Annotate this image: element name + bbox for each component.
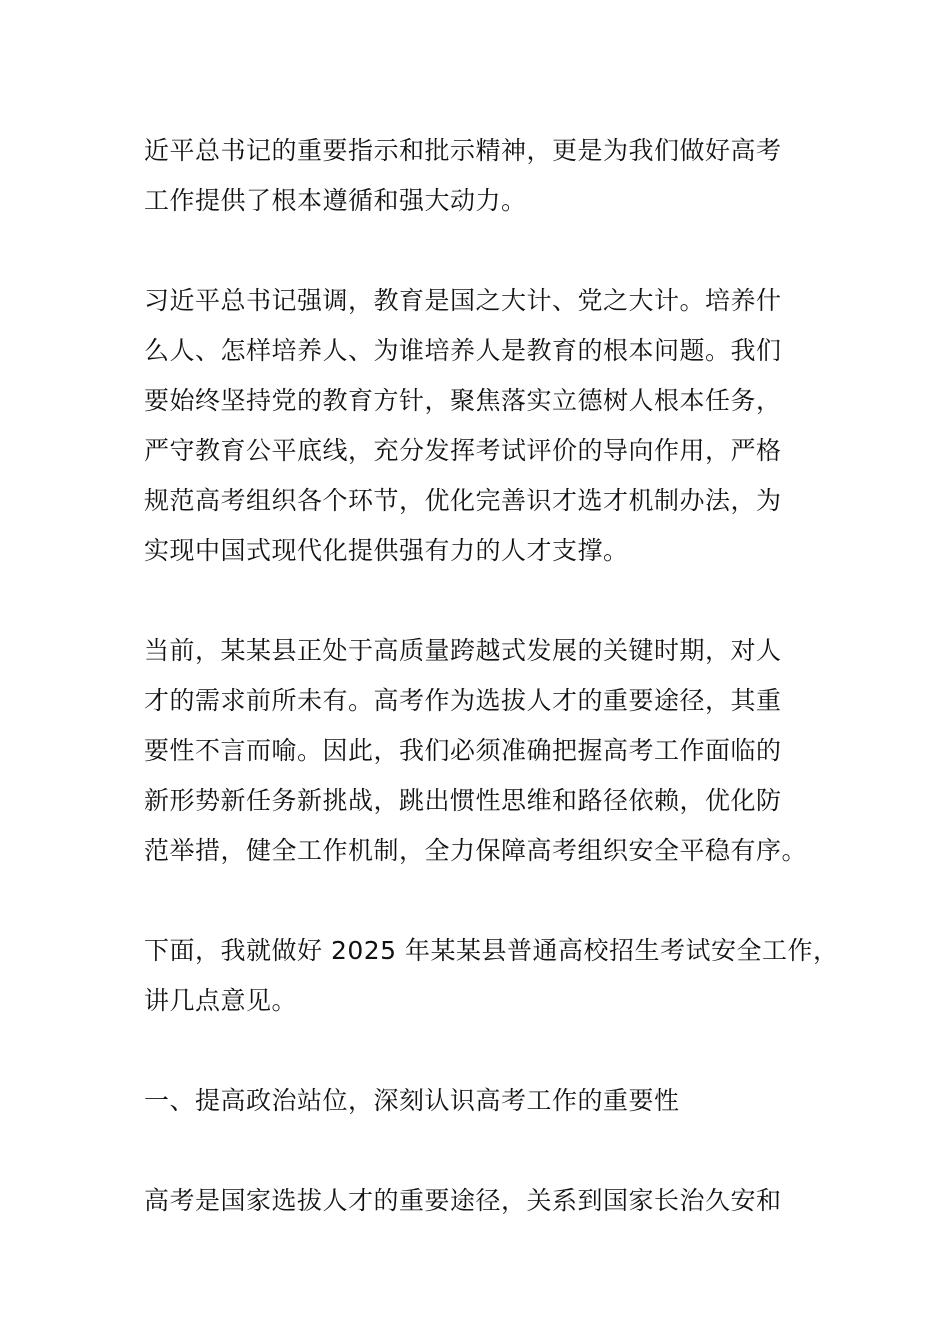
text-line: 范举措，健全工作机制，全力保障高考组织安全平稳有序。 bbox=[144, 836, 808, 865]
text-line: 规范高考组织各个环节，优化完善识才选才机制办法，为 bbox=[144, 486, 782, 515]
text-line: 要始终坚持党的教育方针，聚焦落实立德树人根本任务， bbox=[144, 386, 782, 415]
document-body bbox=[144, 126, 839, 1226]
paragraph-gap bbox=[144, 876, 834, 926]
text-line: 实现中国式现代化提供强有力的人才支撑。 bbox=[144, 536, 629, 565]
heading-line: 一、提高政治站位，深刻认识高考工作的重要性 bbox=[144, 1086, 680, 1115]
text-line: 讲几点意见。 bbox=[144, 986, 298, 1015]
section-heading bbox=[144, 1076, 834, 1126]
text-line: 习近平总书记强调，教育是国之大计、党之大计。培养什 bbox=[144, 286, 782, 315]
text-line: 新形势新任务新挑战，跳出惯性思维和路径依赖，优化防 bbox=[144, 786, 782, 815]
text-line: 工作提供了根本遵循和强大动力。 bbox=[144, 186, 527, 215]
paragraph-transition bbox=[144, 926, 839, 1026]
paragraph-gap bbox=[144, 576, 834, 626]
text-line: 当前，某某县正处于高质量跨越式发展的关键时期，对人 bbox=[144, 636, 782, 665]
paragraph-education-policy bbox=[144, 276, 834, 576]
text-line: 高考是国家选拔人才的重要途径，关系到国家长治久安和 bbox=[144, 1186, 782, 1215]
paragraph-gap bbox=[144, 1126, 834, 1176]
paragraph-gap bbox=[144, 226, 834, 276]
text-line: 么人、怎样培养人、为谁培养人是教育的根本问题。我们 bbox=[144, 336, 782, 365]
text-line: 才的需求前所未有。高考作为选拔人才的重要途径，其重 bbox=[144, 686, 782, 715]
text-line: 下面，我就做好 2025 年某某县普通高校招生考试安全工作， bbox=[144, 936, 839, 965]
text-line: 近平总书记的重要指示和批示精神，更是为我们做好高考 bbox=[144, 136, 782, 165]
paragraph-gaokao-importance bbox=[144, 1176, 834, 1226]
paragraph-current-situation bbox=[144, 626, 834, 876]
text-line: 要性不言而喻。因此，我们必须准确把握高考工作面临的 bbox=[144, 736, 782, 765]
text-line: 严守教育公平底线，充分发挥考试评价的导向作用，严格 bbox=[144, 436, 782, 465]
paragraph-gap bbox=[144, 1026, 834, 1076]
paragraph-intro bbox=[144, 126, 834, 226]
